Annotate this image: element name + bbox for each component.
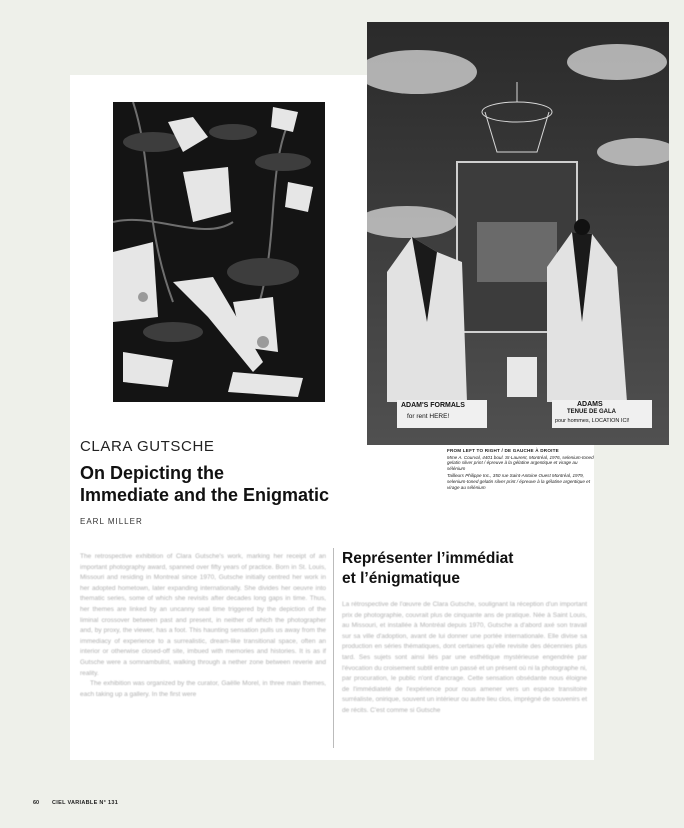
- column-divider: [333, 548, 334, 748]
- article-title: [80, 462, 420, 506]
- body-paragraph: The exhibition was organized by the curator, Gaëlle Morel, in three main themes, each taking up a gallery. In the first were: [80, 680, 326, 698]
- caption-heading: FROM LEFT TO RIGHT / DE GAUCHE À DROITE: [447, 448, 559, 453]
- body-paragraph: La rétrospective de l'œuvre de Clara Gutsche, soulignant la réception d'un important prix de photographie, couvrait plus de cinquante ans de pratique. Née à Saint Louis, au Missouri, et installée à Montréal depuis 1970, Gutsche a d'abord axé son travail sur sa ville d'adoption, avant de lui donner une portée internationale. Elle divise sa production en séries thématiques, dont certaines qu'elle revisite des décennies plus tard. Ses sujets sont ainsi liés par une esthétique mystérieuse engendrée par l'évocation du croisement subtil entre un passé et un présent où ni la photographe ni, par procuration, le public n'ont d'ancrage. Cette sensation obsédante nous éloigne de l'immédiateté de l'expérience pour nous amener vers un espace transitoire surréaliste, onirique, souvent un intérieur ou autre lieu clos, imprégné de souvenirs et de récits. C'est comme si Gutsche: [342, 601, 587, 714]
- caption-item: Mme A. Courval, 4401 boul. St-Laurent, Montréal, 1976, selenium-toned gelatin silver print / épreuve à la gélatine argentique et virage au sélénium: [447, 454, 594, 471]
- artist-name: CLARA GUTSCHE: [80, 438, 215, 455]
- article-title-line: On Depicting the: [80, 463, 224, 483]
- byline: EARL MILLER: [80, 517, 143, 526]
- sign-right-line3: pour hommes, LOCATION ICI!: [555, 418, 630, 424]
- article-title-line: Immediate and the Enigmatic: [80, 485, 330, 505]
- sign-right-line1: ADAMS: [577, 401, 603, 408]
- body-paragraph: The retrospective exhibition of Clara Gutsche's work, marking her receipt of an important photography award, spanned over fifty years of practice. Born in St. Louis, Missouri and residing in Montreal since 1970, Gutsche initially centred her work in her adopted hometown, later expanding internationally. She divides her oeuvre into thematic series, some of which she revisits after decades long gaps in time. Thus, her themes are linked by an uncanny seal time triggered by the depiction of the liminal crossover between past and present, in neither of which the photographer and, by proxy, the viewer, has a foot. This haunting sensation pulls us away from the immediacy of experience to a surrealistic, dream-like transitional space, often an interior or otherwise closed-off site, imbued with memories and histories. It is as if Gutsche were a somnambulist, walking through a nether zone between reverie and reality.: [80, 553, 326, 677]
- body-text-english: [80, 552, 326, 700]
- magazine-name: CIEL VARIABLE N° 131: [52, 800, 119, 806]
- lingerie-window-photo: [113, 102, 325, 402]
- page-number: 60: [33, 800, 40, 806]
- caption-item: Tailleurs Philippe Inc., 350 rue Saint-Antoine Ouest Montréal, 1979, selenium-toned gelatin silver print / épreuve à la gélatine argentique et virage au sélénium: [447, 473, 591, 490]
- tuxedo-window-photo: [367, 22, 669, 445]
- body-text-french: [342, 600, 587, 717]
- sign-right-line2: TENUE DE GALA: [567, 409, 617, 415]
- french-title-line: et l’énigmatique: [342, 570, 460, 587]
- photo-caption: [447, 448, 597, 492]
- sign-left-line1: ADAM'S FORMALS: [401, 402, 465, 409]
- sign-left-line2: for rent HERE!: [407, 413, 450, 420]
- french-title: [342, 549, 582, 589]
- french-title-line: Représenter l’immédiat: [342, 550, 514, 567]
